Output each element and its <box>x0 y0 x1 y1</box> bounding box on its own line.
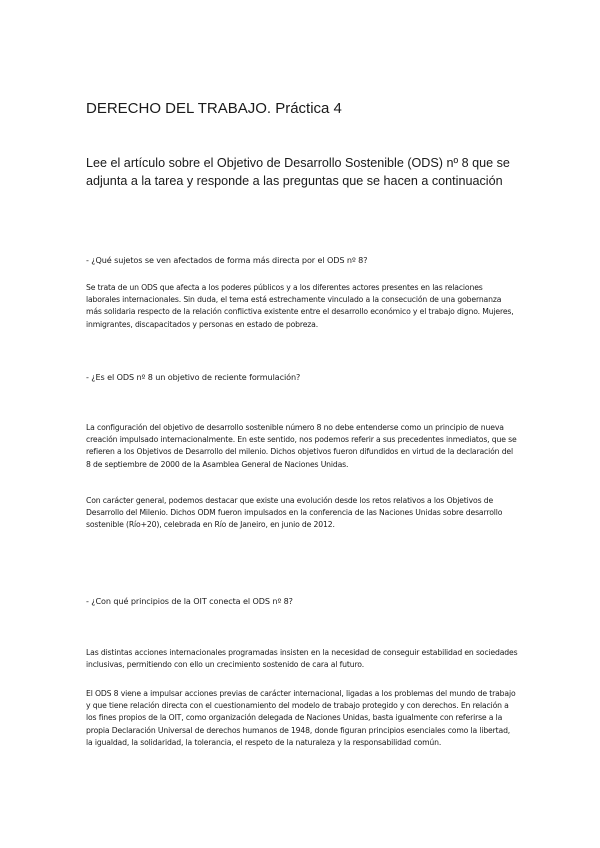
answer-2-paragraph-2: Con carácter general, podemos destacar que existe una evolución desde los retos relativos a los Objetivos de Desarrollo del Milenio. Dichos ODM fueron impulsados en la conferencia de las Naciones Unidas sobre desarrollo sostenible (Río+20), celebrada en Río de Janeiro, en junio de 2012. <box>86 496 503 530</box>
answer-2-paragraph-1: La configuración del objetivo de desarrollo sostenible número 8 no debe entenderse como un principio de nueva creación impulsado internacionalmente. En este sentido, nos podemos referir a sus precedentes inmediatos, que se refieren a los Objetivos de Desarrollo del milenio. Dichos objetivos fueron difundidos en virtud de la declaración del 8 de septiembre de 2000 de la Asamblea General de Naciones Unidas. <box>86 423 517 469</box>
answer-3-paragraph-2: El ODS 8 viene a impulsar acciones previas de carácter internacional, ligadas a los problemas del mundo de trabajo y que tiene relación directa con el cuestionamiento del modelo de trabajo protegido y con derechos. En relación a los fines propios de la OIT, como organización delegada de Naciones Unidas, basta igualmente con referirse a la propia Declaración Universal de derechos humanos de 1948, donde figuran principios esenciales como la libertad, la igualdad, la solidaridad, la tolerancia, el respeto de la naturaleza y la responsabilidad común. <box>86 689 516 747</box>
answer-3-paragraph-1: Las distintas acciones internacionales programadas insisten en la necesidad de conseguir estabilidad en sociedades inclusivas, permitiendo con ello un crecimiento sostenido de cara al futuro. <box>86 648 518 670</box>
answer-1-paragraph-1: Se trata de un ODS que afecta a los poderes públicos y a los diferentes actores presentes en las relaciones laborales internacionales. Sin duda, el tema está estrechamente vinculado a la consecución de una gobernanza más solidaria respecto de la relación conflictiva existente entre el desarrollo económico y el trabajo digno. Mujeres, inmigrantes, discapacitados y personas en estado de pobreza. <box>86 283 514 329</box>
document-intro: Lee el artículo sobre el Objetivo de Desarrollo Sostenible (ODS) nº 8 que se adjunta a la tarea y responde a las preguntas que se hacen a continuación <box>86 156 510 188</box>
question-2: - ¿Es el ODS nº 8 un objetivo de reciente formulación? <box>86 372 301 382</box>
question-1: - ¿Qué sujetos se ven afectados de forma más directa por el ODS nº 8? <box>86 255 368 265</box>
document-title: DERECHO DEL TRABAJO. Práctica 4 <box>86 100 342 117</box>
question-3: - ¿Con qué principios de la OIT conecta el ODS nº 8? <box>86 596 293 606</box>
